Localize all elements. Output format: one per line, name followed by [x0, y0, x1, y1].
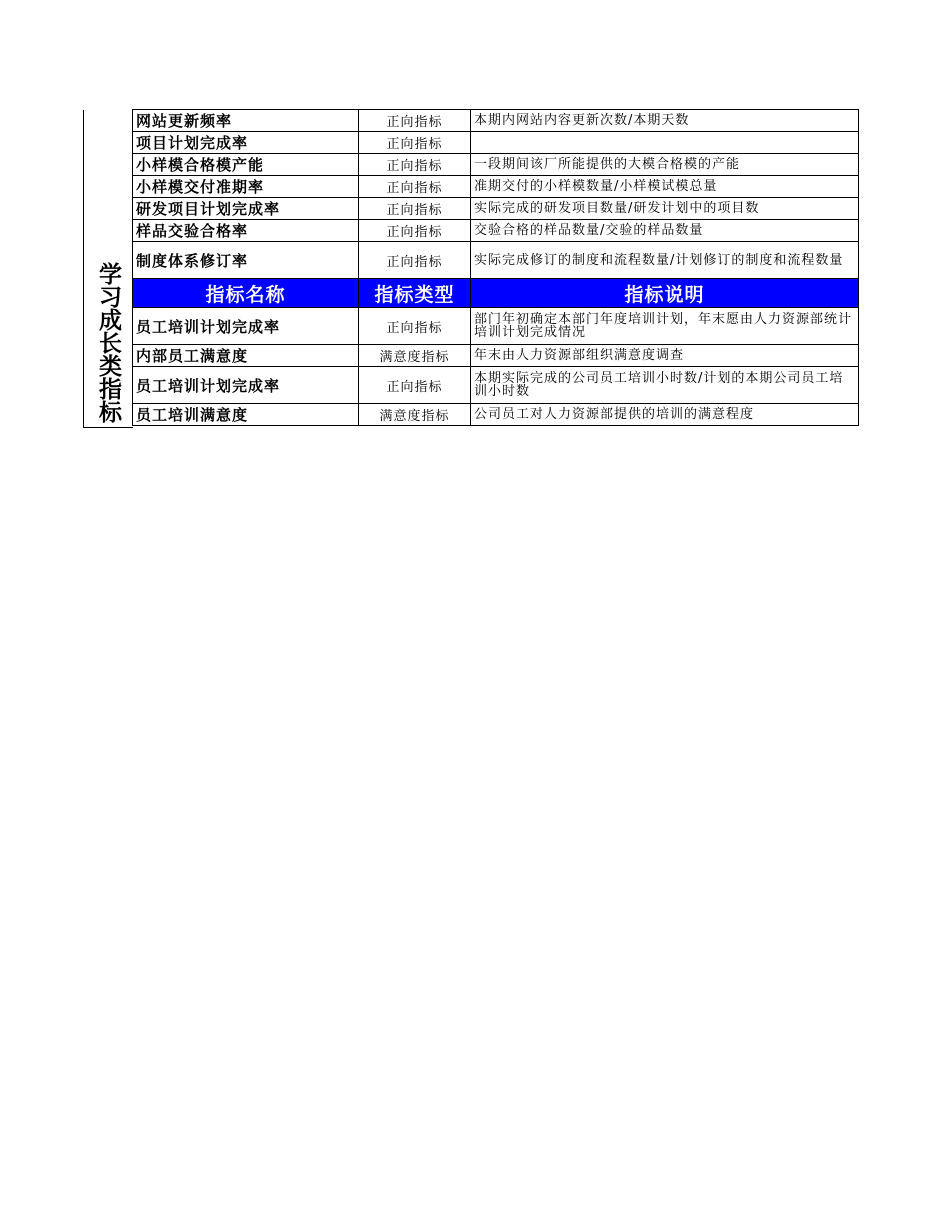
- header-indicator-description: 指标说明: [471, 279, 859, 308]
- indicator-type: 正向指标: [359, 154, 471, 176]
- indicator-name: 小样模合格模产能: [133, 154, 359, 176]
- indicator-name: 内部员工满意度: [133, 345, 359, 367]
- indicator-type: 正向指标: [359, 308, 471, 345]
- indicator-name: 项目计划完成率: [133, 132, 359, 154]
- table-header-row: [133, 279, 859, 308]
- indicator-type: 正向指标: [359, 132, 471, 154]
- indicator-description: 实际完成的研发项目数量/研发计划中的项目数: [471, 198, 859, 220]
- indicator-description: 公司员工对人力资源部提供的培训的满意程度: [471, 404, 859, 426]
- indicator-type: 正向指标: [359, 242, 471, 279]
- indicator-type: 正向指标: [359, 198, 471, 220]
- category-label: 学习成长类指标: [95, 262, 121, 423]
- indicator-name: 网站更新频率: [133, 110, 359, 132]
- table-row: [133, 132, 859, 154]
- kpi-table: [132, 109, 859, 426]
- table-row: [133, 220, 859, 242]
- indicator-type: 正向指标: [359, 367, 471, 404]
- indicator-description: 实际完成修订的制度和流程数量/计划修订的制度和流程数量: [471, 242, 859, 279]
- table-row: [133, 176, 859, 198]
- indicator-description: 本期实际完成的公司员工培训小时数/计划的本期公司员工培训小时数: [471, 367, 859, 404]
- header-indicator-type: 指标类型: [359, 279, 471, 308]
- indicator-description: 本期内网站内容更新次数/本期天数: [471, 110, 859, 132]
- indicator-name: 员工培训计划完成率: [133, 308, 359, 345]
- table-row: [133, 110, 859, 132]
- table-row: [133, 345, 859, 367]
- category-border-top: [83, 110, 84, 282]
- indicator-name: 研发项目计划完成率: [133, 198, 359, 220]
- category-border-bottom: [83, 282, 84, 428]
- indicator-description: 准期交付的小样模数量/小样模试模总量: [471, 176, 859, 198]
- table-row: [133, 404, 859, 426]
- indicator-description: 部门年初确定本部门年度培训计划，年末愿由人力资源部统计培训计划完成情况: [471, 308, 859, 345]
- table-row: [133, 198, 859, 220]
- indicator-description: [471, 132, 859, 154]
- indicator-description: 交验合格的样品数量/交验的样品数量: [471, 220, 859, 242]
- table-row: [133, 242, 859, 279]
- indicator-name: 样品交验合格率: [133, 220, 359, 242]
- indicator-type: 满意度指标: [359, 404, 471, 426]
- table-row: [133, 308, 859, 345]
- indicator-type: 正向指标: [359, 110, 471, 132]
- indicator-description: 一段期间该厂所能提供的大模合格模的产能: [471, 154, 859, 176]
- indicator-name: 员工培训满意度: [133, 404, 359, 426]
- header-indicator-name: 指标名称: [133, 279, 359, 308]
- indicator-name: 员工培训计划完成率: [133, 367, 359, 404]
- indicator-type: 正向指标: [359, 220, 471, 242]
- indicator-name: 小样模交付准期率: [133, 176, 359, 198]
- indicator-type: 正向指标: [359, 176, 471, 198]
- table-row: [133, 367, 859, 404]
- indicator-name: 制度体系修订率: [133, 242, 359, 279]
- indicator-type: 满意度指标: [359, 345, 471, 367]
- table-row: [133, 154, 859, 176]
- indicator-description: 年末由人力资源部组织满意度调查: [471, 345, 859, 367]
